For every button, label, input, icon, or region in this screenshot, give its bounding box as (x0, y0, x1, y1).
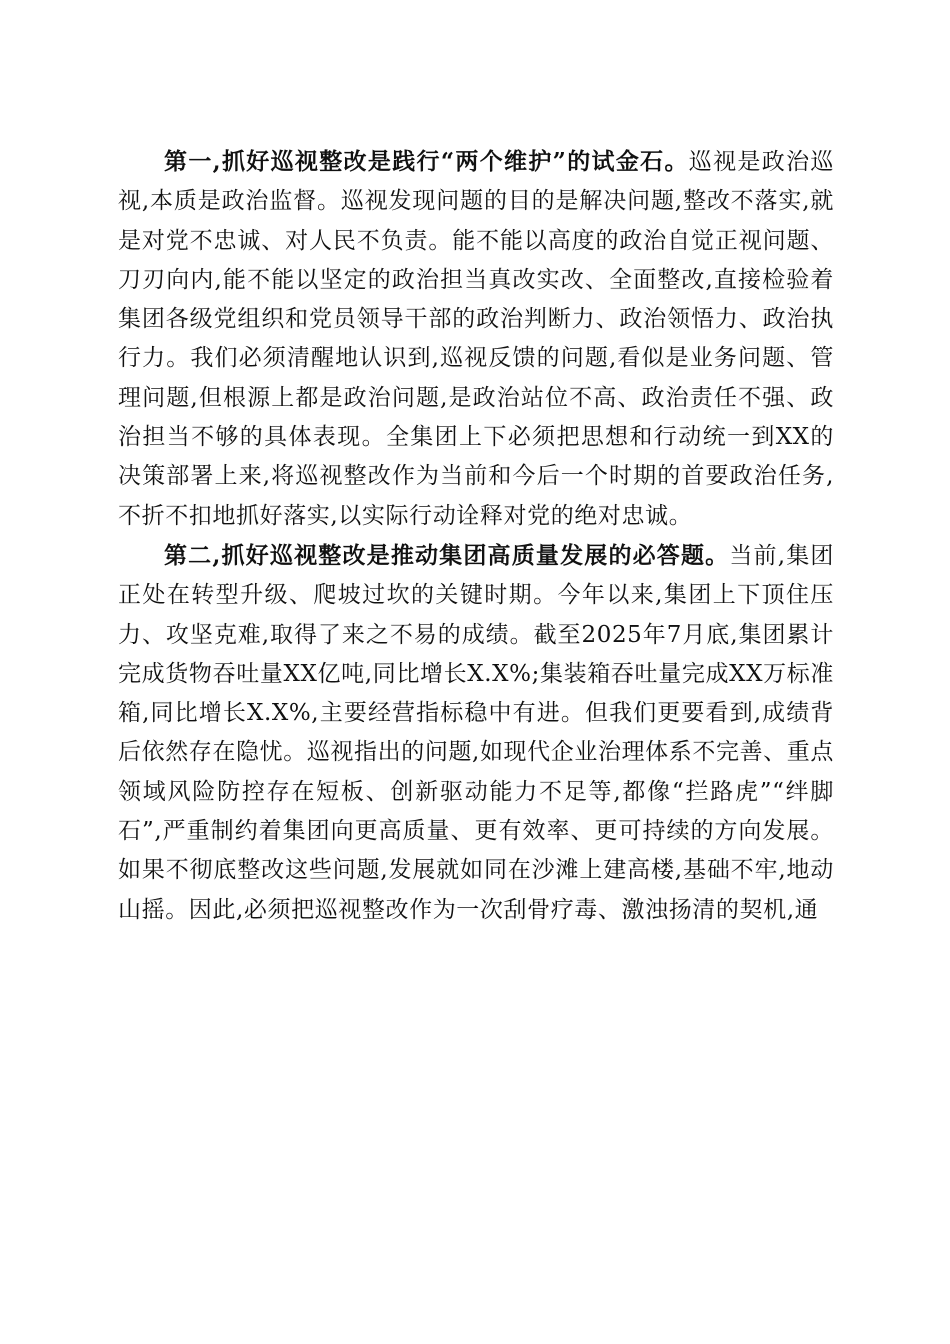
paragraph-first-lead: 第一,抓好巡视整改是践行“两个维护”的试金石。 (164, 148, 689, 175)
paragraph-second-body: 当前,集团正处在转型升级、爬坡过坎的关键时期。今年以来,集团上下顶住压力、攻坚克难,取得了来之不易的成绩。截至2025年7月底,集团累计完成货物吞吐量XX亿吨,同比增长X.X%;集装箱吞吐量完成XX万标准箱,同比增长X.X%,主要经营指标稳中有进。但我们更要看到,成绩背后依然存在隐忧。巡视指出的问题,如现代企业治理体系不完善、重点领域风险防控存在短板、创新驱动能力不足等,都像“拦路虎”“绊脚石”,严重制约着集团向更高质量、更有效率、更可持续的方向发展。如果不彻底整改这些问题,发展就如同在沙滩上建高楼,基础不牢,地动山摇。因此,必须把巡视整改作为一次刮骨疗毒、激浊扬清的契机,通 (118, 542, 834, 923)
paragraph-first (118, 142, 834, 536)
document-page (118, 142, 834, 930)
paragraph-first-body: 巡视是政治巡视,本质是政治监督。巡视发现问题的目的是解决问题,整改不落实,就是对党不忠诚、对人民不负责。能不能以高度的政治自觉正视问题、刀刃向内,能不能以坚定的政治担当真改实改、全面整改,直接检验着集团各级党组织和党员领导干部的政治判断力、政治领悟力、政治执行力。我们必须清醒地认识到,巡视反馈的问题,看似是业务问题、管理问题,但根源上都是政治问题,是政治站位不高、政治责任不强、政治担当不够的具体表现。全集团上下必须把思想和行动统一到XX的决策部署上来,将巡视整改作为当前和今后一个时期的首要政治任务,不折不扣地抓好落实,以实际行动诠释对党的绝对忠诚。 (118, 149, 834, 529)
paragraph-second (118, 536, 834, 930)
paragraph-second-lead: 第二,抓好巡视整改是推动集团高质量发展的必答题。 (164, 541, 730, 569)
